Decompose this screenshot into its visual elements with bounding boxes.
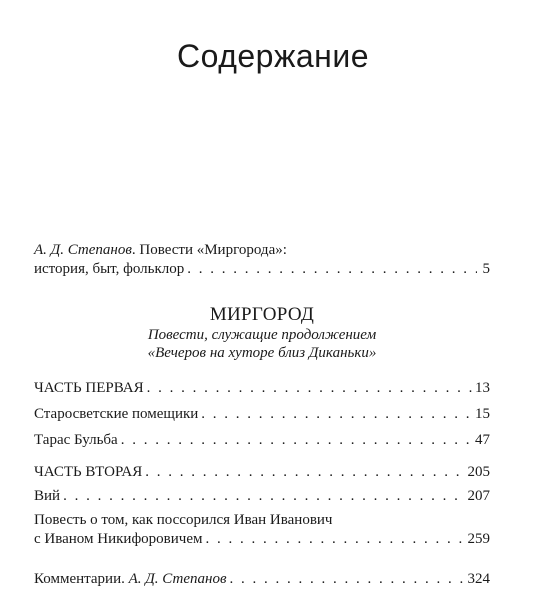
section-heading — [34, 304, 490, 362]
page-number: 207 — [467, 488, 490, 504]
dot-leader — [187, 260, 477, 279]
dot-leader — [229, 570, 464, 589]
toc-entry-povest-o-tom[interactable] — [34, 511, 490, 549]
dot-leader — [201, 405, 472, 424]
toc-entry-part1[interactable] — [34, 379, 490, 398]
toc-entry-title-line2 — [34, 530, 490, 549]
toc-comments — [34, 570, 490, 589]
toc-entry-title-cont: история, быт, фольклор — [34, 261, 185, 277]
toc-entry-title: . Повести «Миргорода»: — [131, 242, 287, 258]
dot-leader — [63, 487, 464, 506]
toc-entry-comments[interactable] — [34, 570, 490, 589]
page-number: 5 — [482, 261, 490, 277]
toc-entry-author: А. Д. Степанов — [34, 242, 132, 258]
toc-part-1 — [34, 379, 490, 450]
section-subtitle-line1: Повести, служащие продолжением — [147, 327, 377, 343]
toc-entry-title: Тарас Бульба — [34, 432, 118, 448]
toc-entry-title: Вий — [34, 488, 61, 504]
dot-leader — [147, 379, 472, 398]
page-number: 324 — [467, 571, 490, 587]
toc-part-2 — [34, 463, 490, 549]
toc-entry-title: Повесть о том, как поссорился Иван Иванович — [34, 512, 333, 528]
dot-leader — [121, 431, 472, 450]
section-subtitle-line2: «Вечеров на хуторе близ Диканьки» — [147, 345, 377, 361]
toc-entry-starosvetskie[interactable] — [34, 405, 490, 424]
dot-leader — [205, 530, 464, 549]
toc-entry-taras-bulba[interactable] — [34, 431, 490, 450]
toc-entry-title-cont: с Иваном Никифоровичем — [34, 531, 203, 547]
page-number: 15 — [475, 406, 490, 422]
section-title: МИРГОРОД — [209, 304, 315, 325]
toc-entry-intro[interactable] — [34, 241, 490, 279]
toc-entry-title: Старосветские помещики — [34, 406, 199, 422]
toc-entry-viy[interactable] — [34, 487, 490, 506]
page-number: 47 — [475, 432, 490, 448]
page-number: 259 — [467, 531, 490, 547]
toc-entry-intro-line2 — [34, 260, 490, 279]
page-title: Содержание — [176, 38, 369, 74]
dot-leader — [145, 463, 464, 482]
toc-entry-part2[interactable] — [34, 463, 490, 482]
page-number: 205 — [467, 464, 490, 480]
toc-part-label: ЧАСТЬ ВТОРАЯ — [34, 464, 143, 480]
toc-comments-text — [34, 570, 226, 589]
page-number: 13 — [475, 380, 490, 396]
toc-part-label: ЧАСТЬ ПЕРВАЯ — [34, 380, 144, 396]
toc-entry-title: Комментарии. — [34, 571, 129, 587]
toc-entry-intro-line1 — [34, 241, 490, 260]
toc-entry-author: А. Д. Степанов — [128, 571, 227, 587]
